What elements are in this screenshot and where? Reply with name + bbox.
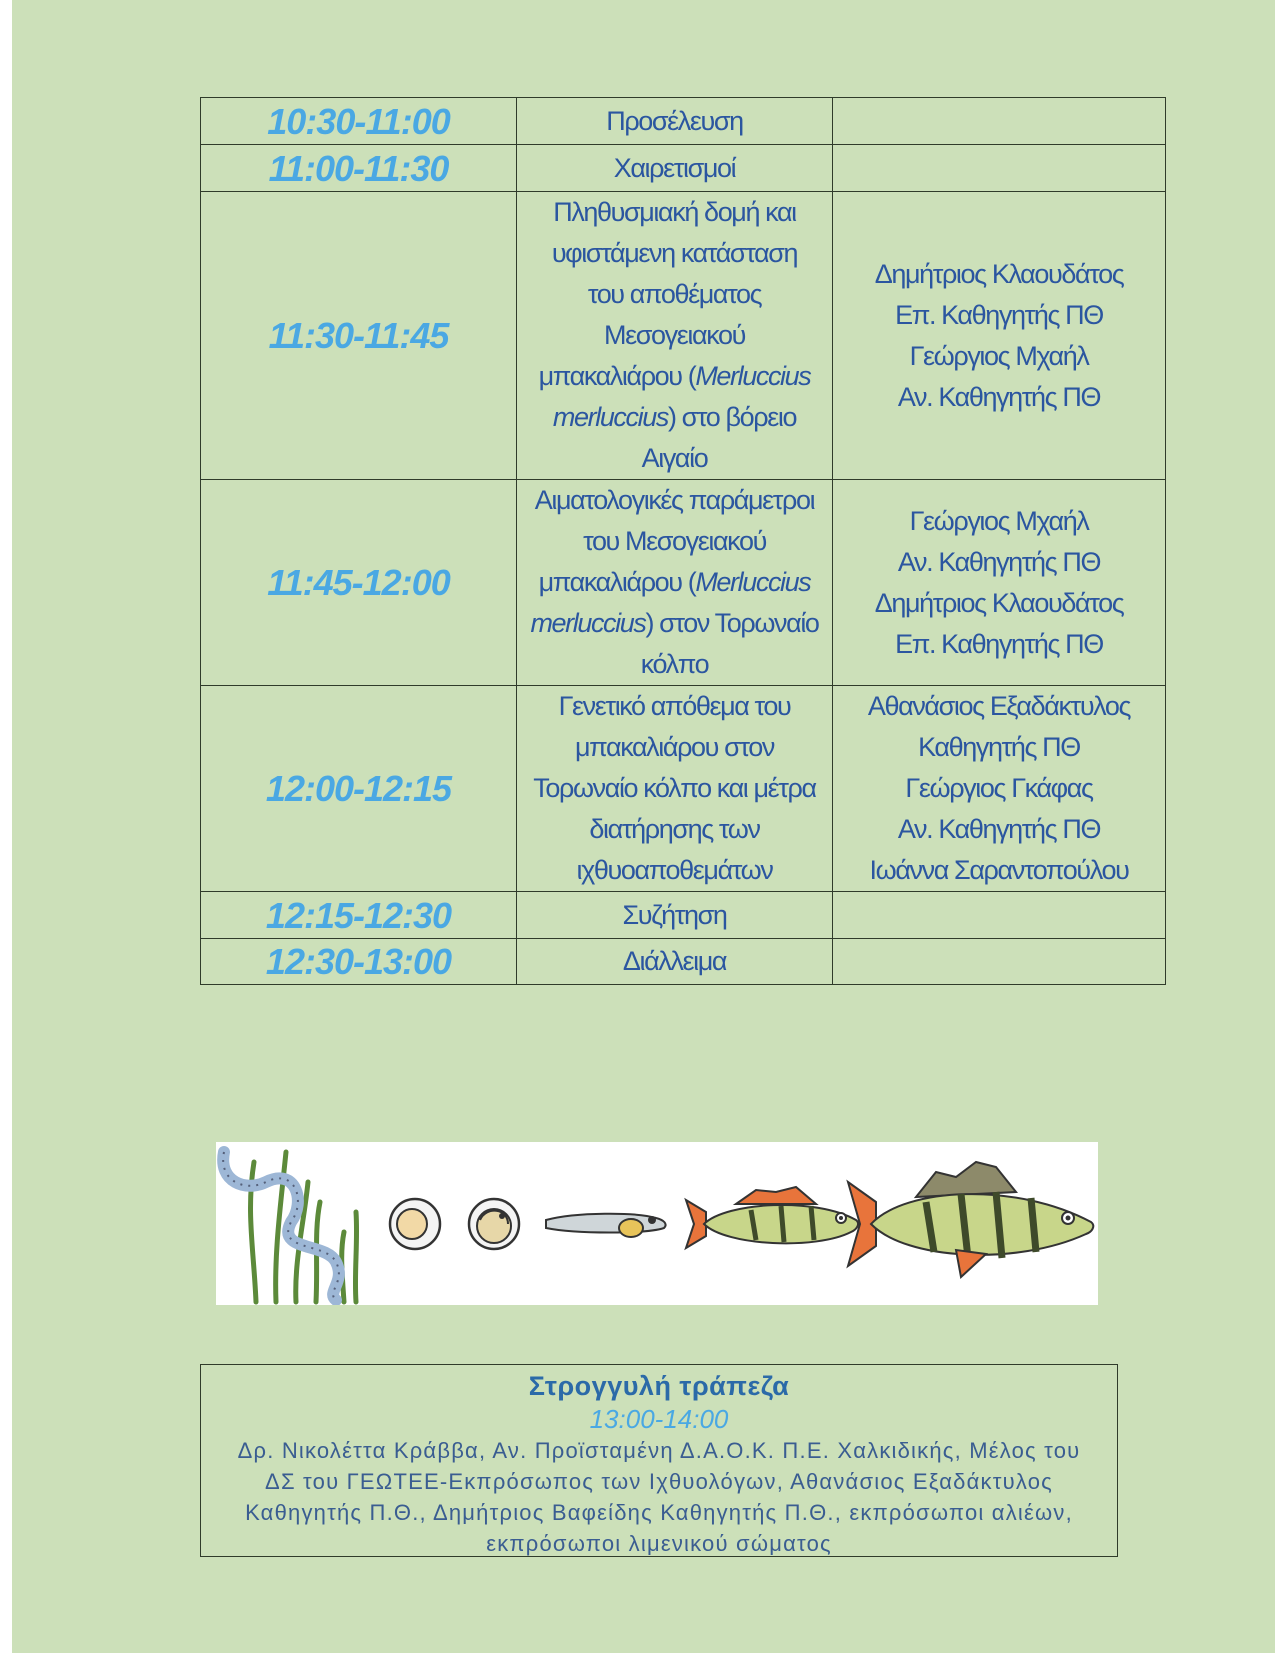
round-table-box xyxy=(200,1364,1118,1557)
time-cell: 12:30-13:00 xyxy=(201,939,517,985)
title-text: ) στο βόρειο Αιγαίο xyxy=(641,402,797,473)
speaker-line: Δημήτριος Κλαουδάτος xyxy=(874,258,1124,289)
scientific-name: Merluccius merluccius xyxy=(552,361,811,432)
table-row xyxy=(201,480,1166,686)
table-row xyxy=(201,98,1166,145)
speakers-cell xyxy=(833,145,1166,192)
speakers-cell xyxy=(833,939,1166,985)
scientific-name: Merluccius merluccius xyxy=(530,567,811,638)
life-cycle-svg xyxy=(216,1142,1098,1305)
title-line: του Μεσογειακού xyxy=(583,526,766,556)
speaker-line: Γεώργιος Μχαήλ xyxy=(909,340,1089,371)
title-text: μπακαλιάρου ( xyxy=(538,567,696,597)
participants-line: ΔΣ του ΓΕΩΤΕΕ-Εκπρόσωπος των Ιχθυολόγων, Αθανάσιος Εξαδάκτυλος xyxy=(265,1469,1053,1494)
title-line: Μεσογειακού xyxy=(604,320,745,350)
table-row xyxy=(201,939,1166,985)
speakers-cell xyxy=(833,480,1166,686)
adult-fish-icon xyxy=(848,1162,1093,1277)
table-row xyxy=(201,686,1166,892)
speakers-cell xyxy=(833,686,1166,892)
table-row xyxy=(201,892,1166,939)
title-line: ιχθυοαποθεμάτων xyxy=(576,855,773,885)
speaker-line: Αθανάσιος Εξαδάκτυλος xyxy=(867,691,1131,721)
time-cell: 12:00-12:15 xyxy=(201,686,517,892)
title-cell: Χαιρετισμοί xyxy=(517,145,833,192)
speaker-line: Επ. Καθηγητής ΠΘ xyxy=(895,299,1103,330)
egg-icon xyxy=(390,1199,440,1249)
fish-life-cycle-illustration xyxy=(216,1142,1098,1305)
title-text: ) στον Τορωναίο κόλπο xyxy=(640,608,819,679)
participants-line: εκπρόσωποι λιμενικού σώματος xyxy=(486,1531,832,1556)
title-cell xyxy=(517,686,833,892)
speakers-cell xyxy=(833,192,1166,480)
juvenile-fish-icon xyxy=(686,1187,858,1248)
title-line xyxy=(521,562,828,685)
speaker-line: Ιωάννα Σαραντοπούλου xyxy=(869,855,1129,885)
speaker-line: Αν. Καθηγητής ΠΘ xyxy=(897,381,1101,412)
participants-line: Δρ. Νικολέττα Κράββα, Αν. Προϊσταμένη Δ.Α.Ο.Κ. Π.Ε. Χαλκιδικής, Μέλος του xyxy=(237,1438,1081,1463)
time-cell: 11:30-11:45 xyxy=(201,192,517,480)
title-line: Πληθυσμιακή δομή και xyxy=(553,197,796,227)
page-edge xyxy=(1275,0,1284,1653)
title-text: μπακαλιάρου ( xyxy=(538,361,696,391)
speakers-cell xyxy=(833,892,1166,939)
round-table-time: 13:00-14:00 xyxy=(589,1404,729,1434)
title-cell xyxy=(517,192,833,480)
participants-line: Καθηγητής Π.Θ., Δημήτριος Βαφείδης Καθηγητής Π.Θ., εκπρόσωποι αλιέων, xyxy=(245,1500,1073,1525)
speaker-line: Επ. Καθηγητής ΠΘ xyxy=(895,628,1103,659)
title-cell: Διάλλειμα xyxy=(517,939,833,985)
title-cell xyxy=(517,480,833,686)
time-cell: 11:00-11:30 xyxy=(201,145,517,192)
speaker-line: Αν. Καθηγητής ΠΘ xyxy=(897,546,1101,577)
round-table-title: Στρογγυλή τράπεζα xyxy=(528,1371,790,1401)
title-line: διατήρησης των xyxy=(589,814,760,844)
title-line: Τορωναίο κόλπο και μέτρα xyxy=(533,773,816,803)
time-cell: 11:45-12:00 xyxy=(201,480,517,686)
time-cell: 10:30-11:00 xyxy=(201,98,517,145)
embryo-egg-icon xyxy=(469,1199,519,1249)
speaker-line: Καθηγητής ΠΘ xyxy=(918,732,1080,762)
speakers-cell xyxy=(833,98,1166,145)
title-line xyxy=(521,356,828,479)
round-table-participants xyxy=(201,1435,1117,1559)
title-line: υφιστάμενη κατάσταση xyxy=(551,238,798,268)
speaker-line: Γεώργιος Γκάφας xyxy=(905,773,1093,803)
title-line: του αποθέματος xyxy=(587,279,762,309)
time-cell: 12:15-12:30 xyxy=(201,892,517,939)
table-row xyxy=(201,192,1166,480)
title-cell: Συζήτηση xyxy=(517,892,833,939)
title-line: Γενετικό απόθεμα του xyxy=(558,691,791,721)
larva-icon xyxy=(546,1214,666,1237)
eel-icon xyxy=(223,1152,339,1300)
speaker-line: Αν. Καθηγητής ΠΘ xyxy=(897,814,1101,844)
speaker-line: Δημήτριος Κλαουδάτος xyxy=(874,587,1124,618)
table-row xyxy=(201,145,1166,192)
title-cell: Προσέλευση xyxy=(517,98,833,145)
schedule-table xyxy=(200,97,1166,985)
title-line: μπακαλιάρου στον xyxy=(574,732,774,762)
speaker-line: Γεώργιος Μχαήλ xyxy=(909,505,1089,536)
title-line: Αιματολογικές παράμετροι xyxy=(534,485,815,515)
